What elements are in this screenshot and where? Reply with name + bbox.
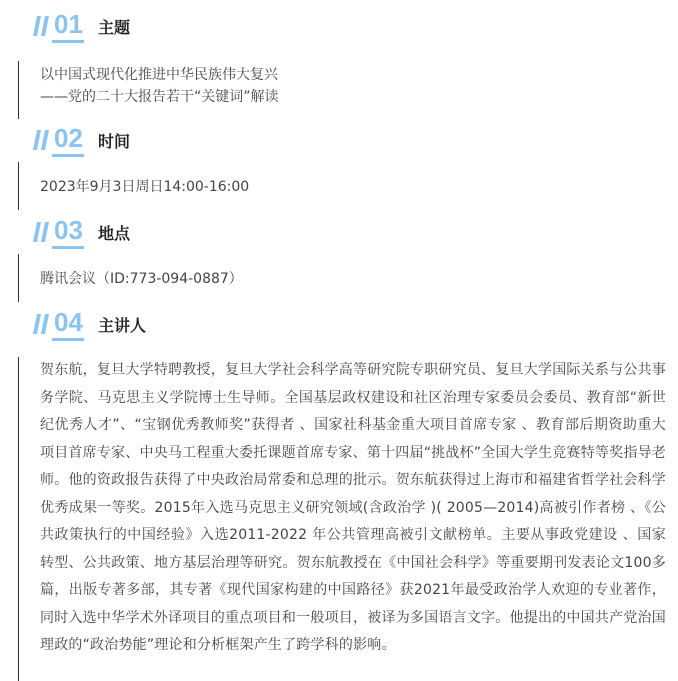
section-body [18, 61, 279, 119]
section-number: 04 [54, 307, 83, 337]
section-number: 01 [54, 9, 83, 39]
section-header [32, 9, 332, 46]
section-title: 主题 [98, 18, 131, 37]
section-body [18, 162, 249, 210]
section-title: 主讲人 [98, 316, 147, 335]
topic-subline: ——党的二十大报告若干“关键词”解读 [40, 89, 279, 105]
section-title: 时间 [98, 132, 131, 151]
section-number: 02 [54, 123, 83, 153]
double-slash-icon [32, 130, 52, 150]
speaker-bio-box [18, 357, 670, 681]
time-value: 2023年9月3日周日14:00-16:00 [40, 179, 250, 195]
number-underline [52, 154, 84, 157]
section-header [32, 123, 332, 160]
section-title: 地点 [98, 224, 131, 243]
section-header [32, 307, 332, 344]
location-value: 腾讯会议（ID:773-094-0887） [40, 271, 243, 287]
number-underline [52, 246, 84, 249]
double-slash-icon [32, 16, 52, 36]
double-slash-icon [32, 314, 52, 334]
speaker-bio: 贺东航，复旦大学特聘教授，复旦大学社会科学高等研究院专职研究员、复旦大学国际关系与公共事务学院、马克思主义学院博士生导师。全国基层政权建设和社区治理专家委员会委员、教育部“新世纪优秀人才”、“宝钢优秀教师奖”获得者 、国家社科基金重大项目首席专家 、教育部后期资助重大项目首席专家、中央马工程重大委托课题首席专家、第十四届“挑战杯”全国大学生竞赛特等奖指导老师。他的资政报告获得了中央政治局常委和总理的批示。贺东航获得过上海市和福建省哲学社会科学优秀成果一等奖。2015年入选马克思主义研究领域(含政治学 )( 2005—2014)高被引作者榜 、《公共政策执行的中国经验》入选2011-2022 年公共管理高被引文献榜单。主要从事政党建设 、国家转型、公共政策、地方基层治理等研究。贺东航教授在《中国社会科学》等重要期刊发表论文100多篇，出版专著多部，其专著《现代国家构建的中国路径》获2021年最受政治学人欢迎的专业著作，同时入选中华学术外译项目的重点项目和一般项目，被译为多国语言文字。他提出的中国共产党治国理政的“政治势能”理论和分析框架产生了跨学科的影响。 [40, 362, 666, 653]
number-underline [52, 40, 84, 43]
number-underline [52, 338, 84, 341]
topic-line: 以中国式现代化推进中华民族伟大复兴 [40, 67, 278, 83]
double-slash-icon [32, 222, 52, 242]
section-number: 03 [54, 215, 83, 245]
section-header [32, 215, 332, 252]
section-body [18, 254, 243, 302]
